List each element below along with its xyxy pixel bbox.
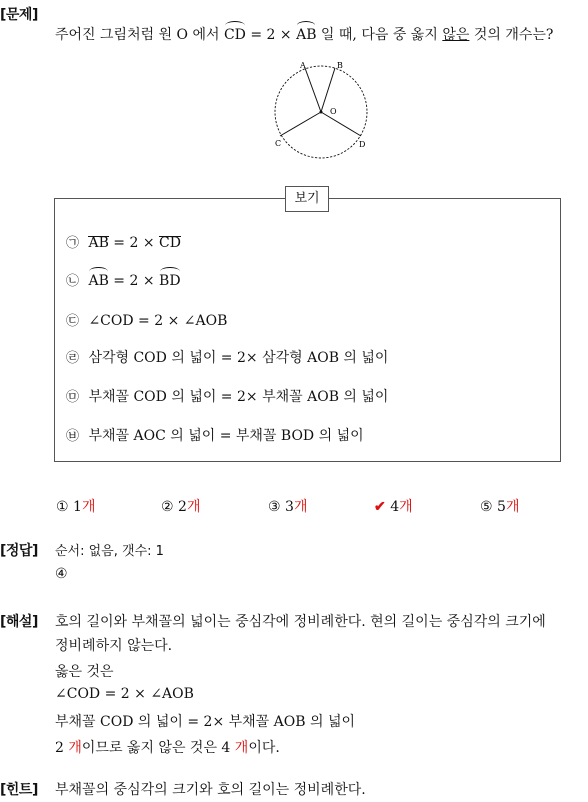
- choice-1[interactable]: ① 1개: [56, 499, 96, 515]
- answer-line-1: 순서: 없음, 갯수: 1: [55, 544, 164, 559]
- option-item-4: [66, 347, 388, 367]
- radius-oa: [305, 68, 321, 112]
- arc-cd: CD: [223, 27, 246, 43]
- option-text: 삼각형 COD 의 넓이 = 2× 삼각형 AOB 의 넓이: [88, 350, 389, 366]
- center-point: [320, 111, 323, 114]
- explanation-line-1: 호의 길이와 부채꼴의 넓이는 중심각에 정비례한다. 현의 길이는 중심각의 크기에: [55, 614, 546, 630]
- option-text: ∠COD = 2 × ∠AOB: [88, 313, 228, 329]
- chord-ab: AB: [88, 235, 109, 251]
- option-item-1: ㉠ AB = 2 × CD: [66, 232, 181, 251]
- label-c: C: [275, 139, 282, 148]
- answer-label: [정답]: [0, 543, 38, 559]
- question-text: 주어진 그림처럼 원 O 에서 CD = 2 × AB 일 때, 다음 중 옳지 않은 것의 개수는?: [55, 27, 554, 43]
- circle-figure: [268, 56, 378, 164]
- option-item-2: ㉡ AB = 2 × BD: [66, 270, 181, 289]
- choice-marker: ③: [268, 499, 281, 515]
- chord-cd: CD: [159, 235, 181, 251]
- choice-marker: ⑤: [480, 499, 493, 515]
- explanation-line-6: 2 개이므로 옳지 않은 것은 4 개이다.: [55, 740, 280, 756]
- choice-4-selected[interactable]: ✔ 4개: [374, 499, 413, 515]
- check-mark-icon: ✔: [374, 499, 386, 515]
- option-marker: ㉣: [66, 351, 80, 366]
- choice-3[interactable]: ③ 3개: [268, 499, 308, 515]
- explanation-line-2: 정비례하지 않는다.: [55, 638, 173, 654]
- option-text: 부채꼴 AOC 의 넓이 = 부채꼴 BOD 의 넓이: [88, 428, 364, 444]
- option-marker: ㉡: [66, 274, 80, 289]
- hint-text: 부채꼴의 중심각의 크기와 호의 길이는 정비례한다.: [55, 782, 366, 798]
- underlined-not: 않은: [442, 27, 470, 43]
- explanation-line-5: 부채꼴 COD 의 넓이 = 2× 부채꼴 AOB 의 넓이: [55, 714, 355, 730]
- explanation-line-3: 옳은 것은: [55, 664, 114, 680]
- option-marker: ㉤: [66, 390, 80, 405]
- option-item-3: [66, 310, 227, 329]
- arc-ab: AB: [296, 27, 317, 43]
- label-d: D: [359, 140, 366, 149]
- choice-5[interactable]: ⑤ 5개: [480, 499, 520, 515]
- problem-label: [문제]: [0, 7, 38, 23]
- options-box-title: 보기: [285, 186, 329, 212]
- option-item-6: [66, 425, 364, 445]
- choice-marker: ②: [161, 499, 174, 515]
- option-text: 부채꼴 COD 의 넓이 = 2× 부채꼴 AOB 의 넓이: [88, 389, 389, 405]
- option-item-5: [66, 386, 388, 406]
- arc-ab: AB: [88, 273, 109, 289]
- label-a: A: [300, 61, 306, 70]
- arc-bd: BD: [159, 273, 181, 289]
- choice-2[interactable]: ② 2개: [161, 499, 201, 515]
- label-o: O: [330, 107, 337, 116]
- option-marker: ㉠: [66, 236, 80, 251]
- radius-od: [321, 112, 361, 136]
- radius-oc: [280, 112, 321, 136]
- answer-line-2: ④: [55, 566, 68, 582]
- explanation-line-4: ∠COD = 2 × ∠AOB: [55, 686, 194, 702]
- option-marker: ㉢: [66, 314, 80, 329]
- label-b: B: [337, 61, 343, 70]
- option-marker: ㉥: [66, 429, 80, 444]
- hint-label: [힌트]: [0, 782, 38, 798]
- choice-marker: ①: [56, 499, 69, 515]
- explanation-label: [해설]: [0, 614, 38, 630]
- radius-ob: [321, 68, 335, 112]
